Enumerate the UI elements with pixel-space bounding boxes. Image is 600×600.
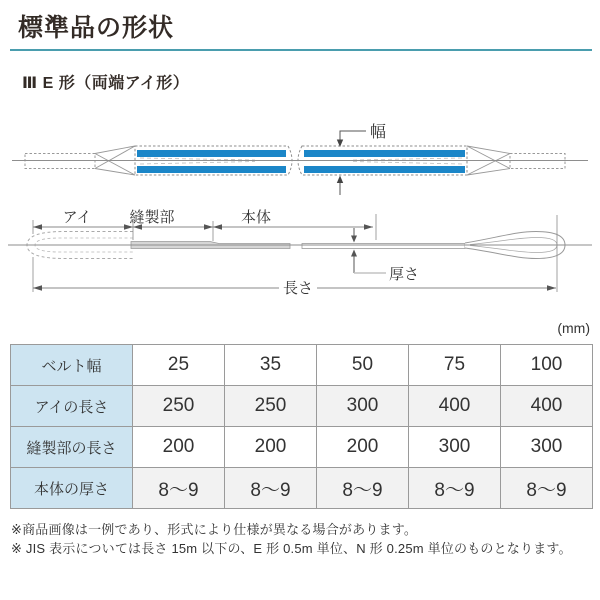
table-row	[11, 468, 593, 509]
eye-label: アイ	[62, 209, 92, 226]
arrow-right	[364, 224, 373, 230]
belt-blue-stripe	[304, 166, 465, 173]
table-cell: 200	[133, 427, 225, 468]
arrow-left	[213, 224, 222, 230]
footnote-1: ※商品画像は一例であり、形式により仕様が異なる場合があります。	[11, 522, 418, 537]
row-label: 縫製部の長さ	[11, 427, 133, 468]
table-cell: 400	[409, 386, 501, 427]
page-title: 標準品の形状	[18, 14, 175, 42]
arrow-up	[351, 250, 357, 257]
table-cell: 25	[133, 345, 225, 386]
arrow-left	[33, 285, 42, 290]
belt-end-strip-right	[510, 154, 565, 169]
section-subtitle: Ⅲ E 形（両端アイ形）	[22, 75, 190, 92]
table-cell: 400	[501, 386, 593, 427]
title-underline	[10, 49, 592, 51]
body-label: 本体	[240, 209, 272, 226]
table-cell: 300	[501, 427, 593, 468]
arrow-down	[337, 140, 343, 148]
table-cell: 250	[225, 386, 317, 427]
table-cell: 75	[409, 345, 501, 386]
arrow-up	[337, 176, 343, 184]
diagram-top-view	[0, 105, 600, 205]
table-row	[11, 386, 593, 427]
table-cell: 300	[317, 386, 409, 427]
table-row	[11, 427, 593, 468]
table-cell: 8～9	[317, 468, 409, 509]
arrow-down	[351, 236, 357, 243]
table-cell: 8～9	[133, 468, 225, 509]
table-cell: 8～9	[409, 468, 501, 509]
diagram-side-view	[0, 200, 600, 310]
table-cell: 8～9	[501, 468, 593, 509]
body-strip	[302, 244, 465, 249]
row-label: アイの長さ	[11, 386, 133, 427]
belt-end-strip-left	[25, 154, 95, 169]
row-label: ベルト幅	[11, 345, 133, 386]
sewn-label: 縫製部	[129, 209, 175, 226]
belt-blue-stripe	[137, 166, 286, 173]
arrow-left	[33, 224, 42, 230]
table-cell: 100	[501, 345, 593, 386]
belt-blue-stripe	[137, 150, 286, 157]
width-label: 幅	[370, 124, 387, 141]
row-label: 本体の厚さ	[11, 468, 133, 509]
table-row	[11, 345, 593, 386]
table-cell: 200	[317, 427, 409, 468]
table-cell: 300	[409, 427, 501, 468]
thickness-label: 厚さ	[389, 266, 420, 283]
table-cell: 35	[225, 345, 317, 386]
belt-blue-stripe	[304, 150, 465, 157]
arrow-right	[547, 285, 556, 290]
table-cell: 50	[317, 345, 409, 386]
spec-table	[10, 344, 593, 509]
footnote-2: ※ JIS 表示については長さ 15m 以下の、E 形 0.5m 単位、N 形 0.25m 単位のものとなります。	[11, 541, 572, 556]
arrow-right	[204, 224, 213, 230]
unit-label: (mm)	[557, 320, 590, 336]
length-label: 長さ	[282, 280, 314, 297]
table-cell: 8～9	[225, 468, 317, 509]
table-cell: 250	[133, 386, 225, 427]
table-cell: 200	[225, 427, 317, 468]
